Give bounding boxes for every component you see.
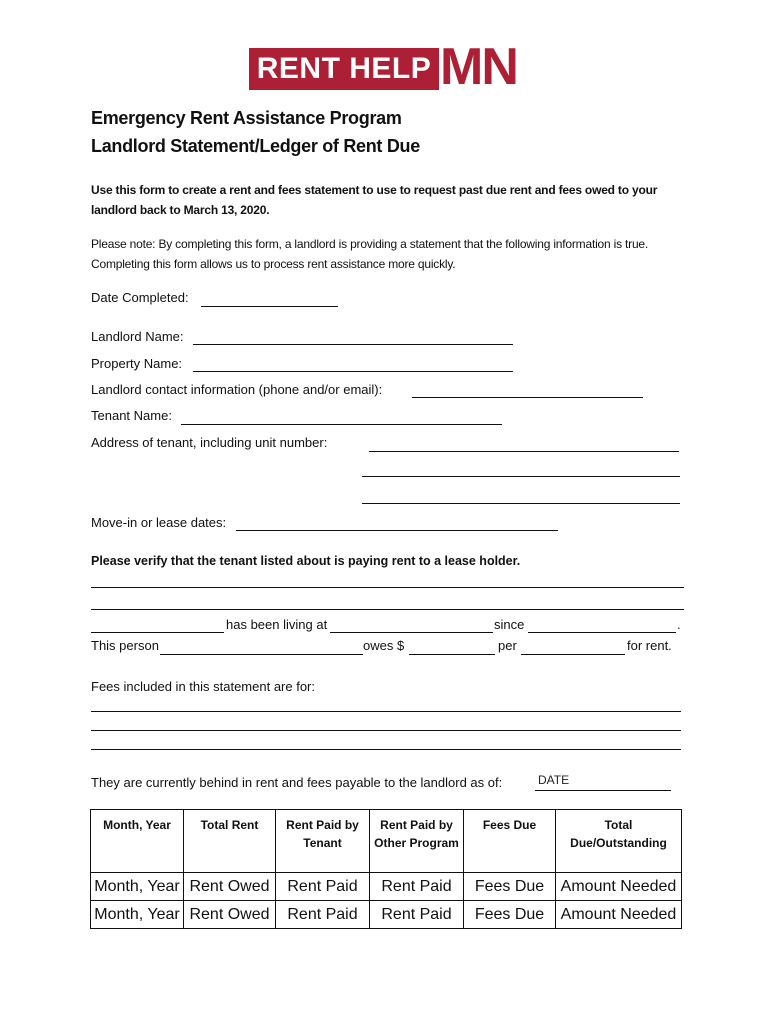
cell-month-year[interactable]: Month, Year xyxy=(91,873,184,901)
table-row xyxy=(91,901,682,929)
since-date-field[interactable] xyxy=(528,632,676,633)
verify-line-1[interactable] xyxy=(91,587,684,588)
header-month-year: Month, Year xyxy=(91,810,184,873)
rent-ledger-table xyxy=(90,809,682,929)
this-person-label: This person xyxy=(91,638,159,653)
fees-line-1[interactable] xyxy=(91,711,681,712)
tenant-living-name-field[interactable] xyxy=(91,632,224,633)
header-total-rent: Total Rent xyxy=(184,810,276,873)
tenant-address-field-3[interactable] xyxy=(362,503,680,504)
tenant-address-field-1[interactable] xyxy=(369,451,679,452)
cell-rent-paid-tenant[interactable]: Rent Paid xyxy=(276,873,370,901)
owes-amount-field[interactable] xyxy=(409,654,495,655)
header-fees-due: Fees Due xyxy=(464,810,556,873)
tenant-name-field[interactable] xyxy=(181,424,502,425)
landlord-name-field[interactable] xyxy=(193,344,513,345)
fees-included-label: Fees included in this statement are for: xyxy=(91,679,316,694)
landlord-name-label: Landlord Name: xyxy=(91,329,184,344)
cell-fees-due[interactable]: Fees Due xyxy=(464,873,556,901)
per-period-field[interactable] xyxy=(521,654,625,655)
intro-text: Use this form to create a rent and fees statement to use to request past due rent and fees owed to your landlord back to March 13, 2020. xyxy=(91,183,658,217)
move-in-label: Move-in or lease dates: xyxy=(91,515,227,530)
note-text: Please note: By completing this form, a landlord is providing a statement that the following information is true. Completing this form allows us to process rent assistance more quickly. xyxy=(91,237,649,271)
period-label: . xyxy=(677,617,681,632)
property-name-field[interactable] xyxy=(193,371,513,372)
fees-line-3[interactable] xyxy=(91,749,681,750)
cell-rent-paid-tenant[interactable]: Rent Paid xyxy=(276,901,370,929)
logo-rent-help xyxy=(249,48,439,90)
table-row xyxy=(91,873,682,901)
fees-line-2[interactable] xyxy=(91,730,681,731)
owes-label: owes $ xyxy=(363,638,405,653)
since-label: since xyxy=(494,617,525,632)
date-completed-label: Date Completed: xyxy=(91,290,189,305)
page-subtitle: Landlord Statement/Ledger of Rent Due xyxy=(91,136,420,156)
living-address-field[interactable] xyxy=(330,632,493,633)
header-total-due: Total Due/Outstanding xyxy=(556,810,682,873)
cell-month-year[interactable]: Month, Year xyxy=(91,901,184,929)
tenant-address-label: Address of tenant, including unit number: xyxy=(91,435,328,450)
date-completed-field[interactable] xyxy=(201,306,338,307)
behind-date-field[interactable] xyxy=(535,772,671,791)
behind-date-value: DATE xyxy=(538,773,570,787)
behind-label: They are currently behind in rent and fees payable to the landlord as of: xyxy=(91,775,503,790)
cell-rent-owed[interactable]: Rent Owed xyxy=(184,901,276,929)
property-name-label: Property Name: xyxy=(91,356,183,371)
has-been-living-label: has been living at xyxy=(226,617,328,632)
cell-amount-needed[interactable]: Amount Needed xyxy=(556,873,682,901)
cell-amount-needed[interactable]: Amount Needed xyxy=(556,901,682,929)
tenant-name-label: Tenant Name: xyxy=(91,408,172,423)
per-label: per xyxy=(498,638,517,653)
cell-rent-owed[interactable]: Rent Owed xyxy=(184,873,276,901)
cell-fees-due[interactable]: Fees Due xyxy=(464,901,556,929)
cell-rent-paid-other[interactable]: Rent Paid xyxy=(370,901,464,929)
table-header-row xyxy=(91,810,682,873)
header-rent-paid-tenant: Rent Paid by Tenant xyxy=(276,810,370,873)
move-in-field[interactable] xyxy=(236,530,558,531)
verify-heading: Please verify that the tenant listed about is paying rent to a lease holder. xyxy=(91,554,521,568)
verify-line-2[interactable] xyxy=(91,609,684,610)
landlord-contact-field[interactable] xyxy=(412,397,643,398)
logo-mn: MN xyxy=(440,38,517,96)
for-rent-label: for rent. xyxy=(627,638,672,653)
page-title: Emergency Rent Assistance Program xyxy=(91,108,402,128)
logo-left-text: RENT HELP xyxy=(256,52,432,85)
header-rent-paid-other: Rent Paid by Other Program xyxy=(370,810,464,873)
landlord-contact-label: Landlord contact information (phone and/or email): xyxy=(91,382,383,397)
cell-rent-paid-other[interactable]: Rent Paid xyxy=(370,873,464,901)
tenant-address-field-2[interactable] xyxy=(362,476,680,477)
person-name-field[interactable] xyxy=(160,654,363,655)
